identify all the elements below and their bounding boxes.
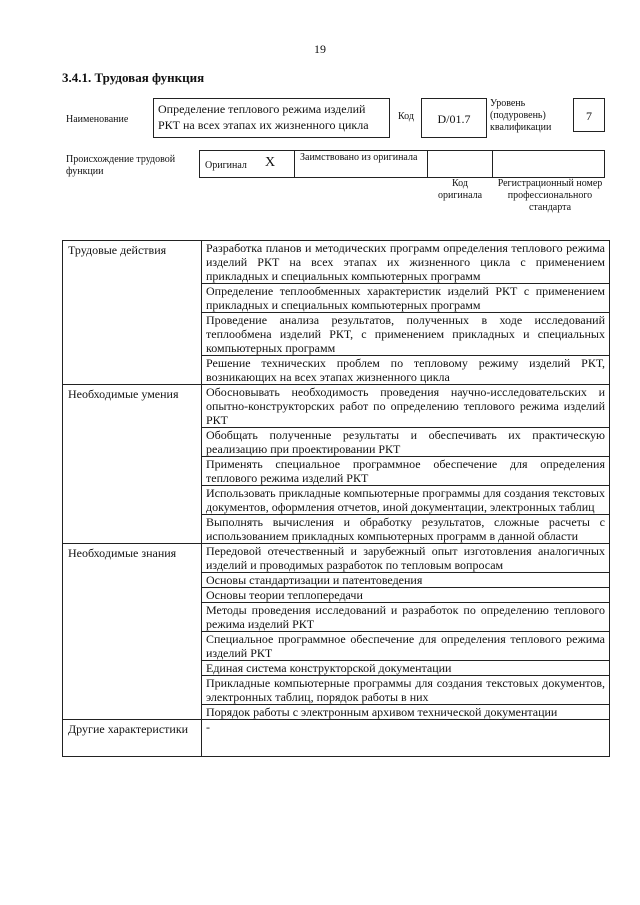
borrowed-label: Заимствовано из оригинала — [300, 152, 418, 163]
list-item: Определение теплообменных характеристик изделий РКТ с применением прикладных и специальных компьютерных программ — [202, 284, 609, 313]
section-title: Другие характеристики — [63, 720, 202, 757]
list-item: Передовой отечественный и зарубежный опыт изготовления аналогичных изделий и проводимых разработок по тепловым вопросам — [202, 544, 609, 573]
section-items — [202, 720, 610, 757]
list-item: Применять специальное программное обеспечение для определения теплового режима изделий РКТ — [202, 457, 609, 486]
origin-label: Происхождение трудовой функции — [66, 154, 176, 177]
table-row — [63, 544, 610, 720]
list-item: Основы теории теплопередачи — [202, 588, 609, 603]
code-label: Код — [398, 111, 414, 122]
name-label: Наименование — [66, 114, 129, 125]
labor-function-table — [62, 240, 610, 757]
original-code-caption: Код оригинала — [437, 178, 483, 201]
list-item: Выполнять вычисления и обработку результатов, сложные расчеты с использованием прикладных компьютерных программ в данной области — [206, 515, 605, 543]
list-item: Порядок работы с электронным архивом технической документации — [206, 705, 558, 719]
list-item: Методы проведения исследований и разработок по определению теплового режима изделий РКТ — [202, 603, 609, 632]
list-item: Основы стандартизации и патентоведения — [202, 573, 609, 588]
original-label: Оригинал — [205, 160, 247, 171]
reg-number-caption: Регистрационный номер профессионального стандарта — [497, 178, 603, 213]
list-item: Решение технических проблем по тепловому режиму изделий РКТ, возникающих на всех этапах жизненного цикла — [206, 356, 605, 384]
section-items — [202, 241, 610, 385]
list-item: Специальное программное обеспечение для определения теплового режима изделий РКТ — [202, 632, 609, 661]
original-mark: X — [265, 155, 276, 170]
list-item: Обобщать полученные результаты и обеспечивать их практическую реализацию при проектировании РКТ — [202, 428, 609, 457]
list-item: Обосновывать необходимость проведения научно-исследовательских и опытно-конструкторских работ по определению теплового режима изделий РКТ — [202, 385, 609, 428]
section-items — [202, 385, 610, 544]
list-item: Проведение анализа результатов, полученных в ходе исследований теплообмена изделий РКТ, с применением прикладных и специальных компьютерных программ — [202, 313, 609, 356]
divider — [427, 150, 428, 178]
section-title: Необходимые умения — [63, 385, 202, 544]
table-row — [63, 241, 610, 385]
list-item: Единая система конструкторской документации — [202, 661, 609, 676]
list-item: Разработка планов и методических программ определения теплового режима изделий РКТ на всех этапах их жизненного цикла с применением прикладных и специальных компьютерных программ — [202, 241, 609, 284]
section-heading: 3.4.1. Трудовая функция — [62, 70, 205, 85]
divider — [492, 150, 493, 178]
table-row — [63, 720, 610, 757]
function-code-box: D/01.7 — [421, 98, 487, 138]
list-item: Использовать прикладные компьютерные программы для создания текстовых документов, оформления отчетов, иной документации, электронных таблиц — [202, 486, 609, 515]
table-row — [63, 385, 610, 544]
function-name-box: Определение теплового режима изделий РКТ на всех этапах их жизненного цикла — [153, 98, 390, 138]
list-item: - — [206, 720, 210, 734]
page-number: 19 — [314, 42, 326, 56]
qualification-level-box: 7 — [573, 98, 605, 132]
level-label: Уровень (подуровень) квалификации — [490, 98, 552, 133]
section-title: Трудовые действия — [63, 241, 202, 385]
divider — [294, 150, 295, 178]
section-title: Необходимые знания — [63, 544, 202, 720]
section-items — [202, 544, 610, 720]
list-item: Прикладные компьютерные программы для создания текстовых документов, электронных таблиц, порядок работы в них — [202, 676, 609, 705]
